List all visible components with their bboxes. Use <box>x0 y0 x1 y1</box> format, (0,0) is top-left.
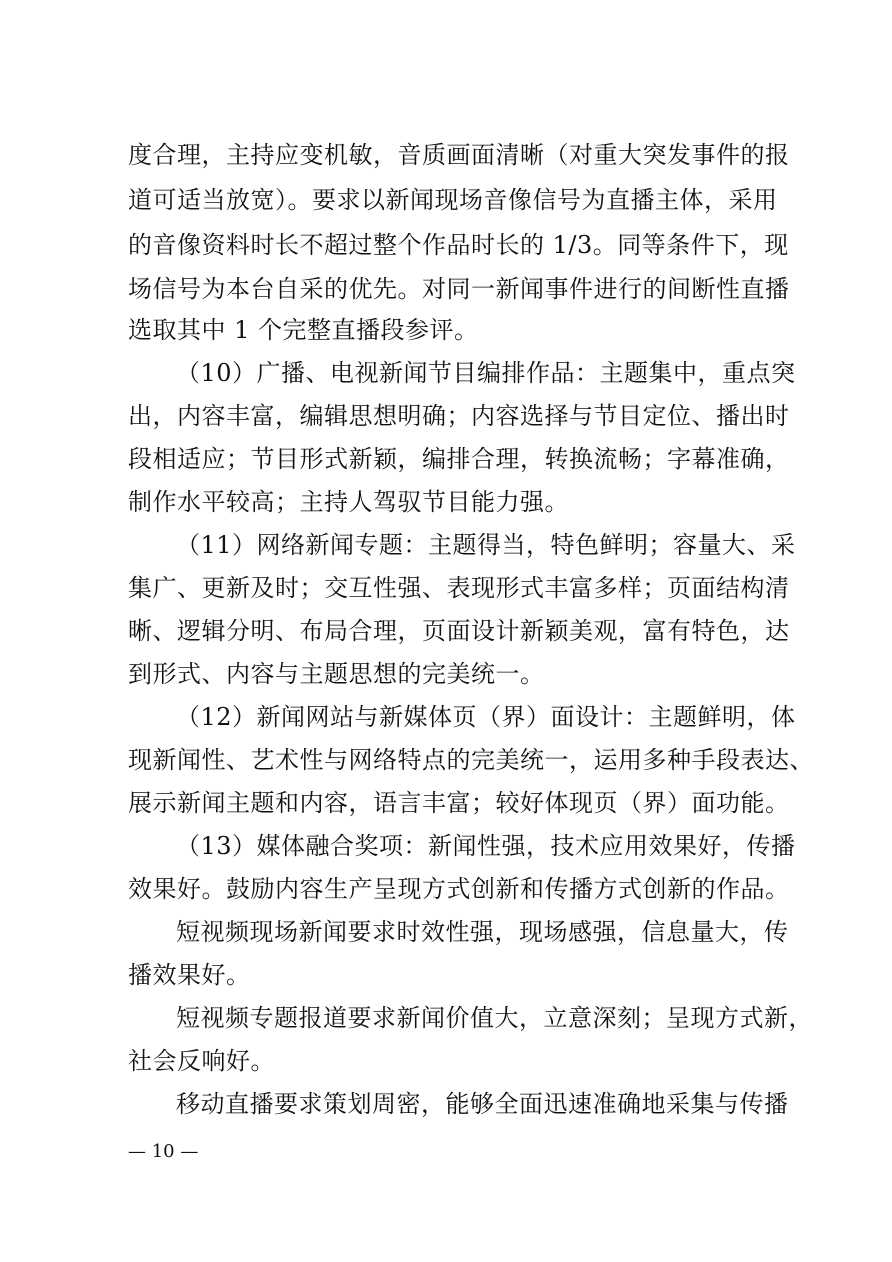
text-line: 集广、更新及时；交互性强、表现形式丰富多样；页面结构清 <box>128 574 790 602</box>
text-line: 展示新闻主题和内容，语言丰富；较好体现页（界）面功能。 <box>128 789 790 817</box>
paragraph-start-line: （12）新闻网站与新媒体页（界）面设计：主题鲜明，体 <box>176 703 796 731</box>
paragraph-start-line: （11）网络新闻专题：主题得当，特色鲜明；容量大、采 <box>176 531 796 559</box>
text-line: 现新闻性、艺术性与网络特点的完美统一，运用多种手段表达、 <box>128 746 814 774</box>
text-line: 晰、逻辑分明、布局合理，页面设计新颖美观，富有特色，达 <box>128 617 790 645</box>
text-line: 道可适当放宽）。要求以新闻现场音像信号为直播主体，采用 <box>128 186 778 214</box>
text-line: 效果好。鼓励内容生产呈现方式创新和传播方式创新的作品。 <box>128 875 790 903</box>
paragraph-start-line: 短视频现场新闻要求时效性强，现场感强，信息量大，传 <box>176 918 789 946</box>
paragraph-start-line: （10）广播、电视新闻节目编排作品：主题集中，重点突 <box>176 359 796 387</box>
text-line: 出，内容丰富，编辑思想明确；内容选择与节目定位、播出时 <box>128 402 790 430</box>
text-line: 到形式、内容与主题思想的完美统一。 <box>128 660 545 688</box>
text-line: 制作水平较高；主持人驾驭节目能力强。 <box>128 488 569 516</box>
text-line: 段相适应；节目形式新颖，编排合理，转换流畅；字幕准确， <box>128 445 790 473</box>
paragraph-start-line: 移动直播要求策划周密，能够全面迅速准确地采集与传播 <box>176 1090 789 1118</box>
text-line: 社会反响好。 <box>128 1047 275 1075</box>
paragraph-start-line: （13）媒体融合奖项：新闻性强，技术应用效果好，传播 <box>176 832 796 860</box>
text-line: 度合理，主持应变机敏，音质画面清晰（对重大突发事件的报 <box>128 141 790 169</box>
page-number: — 10 — <box>128 1141 199 1162</box>
text-line: 选取其中 1 个完整直播段参评。 <box>128 316 479 344</box>
text-line: 的音像资料时长不超过整个作品时长的 1/3。同等条件下，现 <box>128 231 789 259</box>
text-line: 场信号为本台自采的优先。对同一新闻事件进行的间断性直播 <box>128 275 790 303</box>
paragraph-start-line: 短视频专题报道要求新闻价值大，立意深刻；呈现方式新， <box>176 1004 813 1032</box>
text-line: 播效果好。 <box>128 961 251 989</box>
